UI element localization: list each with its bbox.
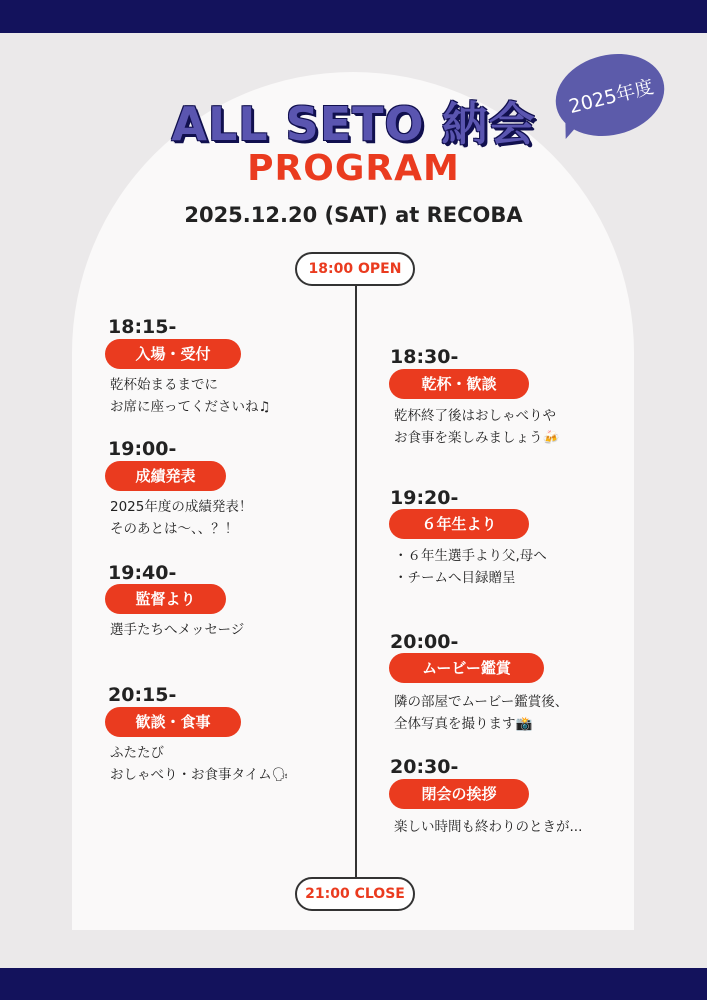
top-band	[0, 0, 707, 33]
left-desc-4: ふたたび おしゃべり・お食事タイム🗣	[110, 745, 289, 783]
bottom-band	[0, 968, 707, 1000]
program-heading: PROGRAM	[247, 148, 460, 189]
left-desc-2: 2025年度の成績発表！ そのあとは〜、、？！	[110, 499, 253, 537]
left-tag-2: 成績発表	[105, 461, 226, 491]
left-tag-3: 監督より	[105, 584, 226, 614]
right-desc-3: 隣の部屋でムービー鑑賞後、 全体写真を撮ります📸	[394, 694, 569, 732]
right-desc-4: 楽しい時間も終わりのときが...	[394, 819, 583, 835]
right-tag-1: 乾杯・歓談	[389, 369, 529, 399]
right-tag-2: ６年生より	[389, 509, 529, 539]
left-time-4: 20:15-	[108, 684, 177, 706]
right-time-2: 19:20-	[390, 487, 459, 509]
left-time-2: 19:00-	[108, 438, 177, 460]
timeline-line	[355, 282, 357, 882]
right-desc-2: ・６年生選手より父,母へ ・チームへ目録贈呈	[394, 548, 547, 586]
right-time-3: 20:00-	[390, 631, 459, 653]
right-time-1: 18:30-	[390, 346, 459, 368]
year-badge-text: 2025年度	[566, 75, 656, 119]
left-time-3: 19:40-	[108, 562, 177, 584]
right-time-4: 20:30-	[390, 756, 459, 778]
left-tag-4: 歓談・食事	[105, 707, 241, 737]
left-tag-1: 入場・受付	[105, 339, 241, 369]
open-pill: 18:00 OPEN	[295, 252, 415, 286]
left-desc-3: 選手たちへメッセージ	[110, 622, 245, 638]
right-tag-4: 閉会の挨拶	[389, 779, 529, 809]
left-time-1: 18:15-	[108, 316, 177, 338]
right-desc-1: 乾杯終了後はおしゃべりや お食事を楽しみましょう🍻	[394, 408, 560, 446]
date-venue: 2025.12.20 (SAT) at RECOBA	[184, 203, 523, 227]
close-pill: 21:00 CLOSE	[295, 877, 415, 911]
left-desc-1: 乾杯始まるまでに お席に座ってくださいね♫	[110, 377, 271, 415]
event-title: ALL SETO 納会	[171, 97, 536, 151]
right-tag-3: ムービー鑑賞	[389, 653, 544, 683]
